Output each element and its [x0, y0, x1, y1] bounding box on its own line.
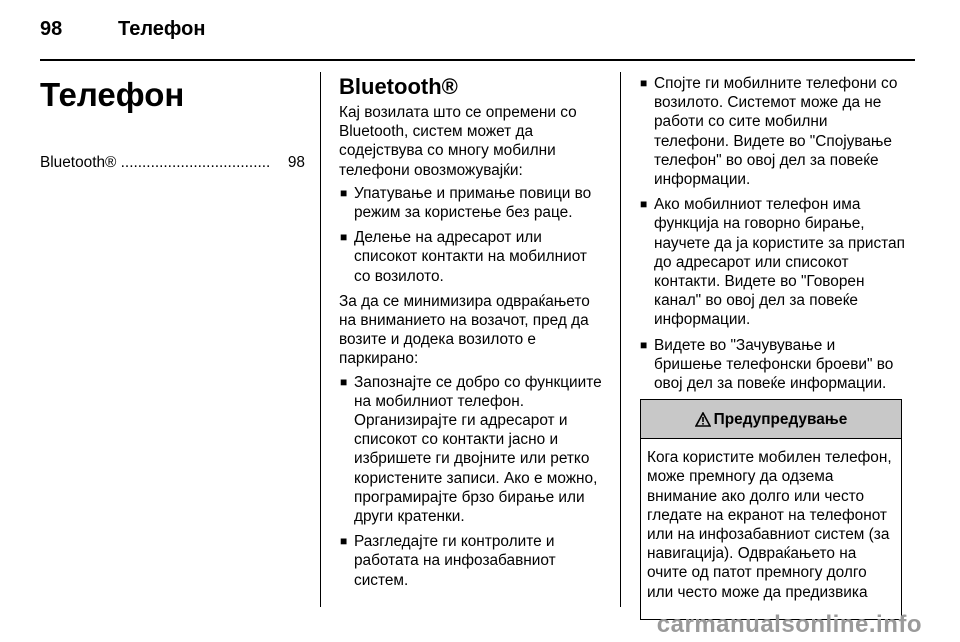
bullet-square-icon: ■ [340, 230, 348, 245]
right-column [639, 74, 905, 620]
middle-column [339, 74, 605, 596]
section-title: Bluetooth® [339, 74, 458, 99]
list-item: ■ Делење на адресарот или списокот контакти на мобилниот со возилото. [340, 229, 587, 285]
bullet-square-icon: ■ [340, 374, 348, 389]
list-item: ■ Запознајте се добро со функциите на мобилниот телефон. Организирајте ги адресарот и списокот со контакти јасно и избришете ги двојните или ретко користените записи. Ако е можно, програмирајте брзо бирање или други кратенки. [340, 373, 602, 526]
list-item: ■ Спојте ги мобилните телефони со возилото. Системот може да не работи со сите мобилни телефони. Видете во "Спојување телефон" во овој дел за повеќе информации. [640, 75, 898, 189]
left-column [40, 74, 305, 172]
bullet-square-icon: ■ [340, 185, 348, 200]
warning-header [641, 400, 901, 439]
header-rule [40, 59, 915, 61]
safety-list-continued [639, 74, 905, 393]
column-divider-1 [320, 72, 321, 607]
bullet-square-icon: ■ [640, 76, 648, 90]
list-item: ■ Видете во "Зачувување и бришење телефонски броеви" во овој дел за повеќе информации. [640, 336, 894, 393]
feature-list [339, 184, 605, 286]
list-item: ■ Разгледајте ги контролите и работата на инфозабавниот систем. [340, 533, 556, 589]
safety-paragraph: За да се минимизира одвраќањето на вниманието на возачот, пред да возите и додека возилото е паркирано: [339, 292, 590, 368]
toc-entry-page: 98 [287, 154, 305, 171]
chapter-title: Телефон [40, 76, 185, 113]
bullet-square-icon: ■ [340, 534, 348, 549]
list-item: ■ Упатување и примање повици во режим за користење без раце. [340, 184, 592, 222]
warning-triangle-icon [695, 412, 711, 427]
watermark: carmanualsonline.info [656, 611, 922, 638]
warning-title: Предупредување [713, 410, 848, 428]
bullet-square-icon: ■ [640, 197, 648, 212]
running-title: Телефон [118, 18, 206, 40]
bullet-square-icon: ■ [640, 337, 648, 352]
column-divider-2 [620, 72, 621, 607]
intro-paragraph: Кај возилата што се опремени со Bluetooth, систем может да содејствува со многу мобилни телефони овозможувајќи: [339, 104, 577, 179]
page-number: 98 [40, 18, 63, 40]
warning-text: Кога користите мобилен телефон, може премногу да одзема внимание ако долго или често гледате на екранот на телефонот или на инфозабавниот систем (за навигација). Одвраќањето на очите од патот премногу долго или често може да предизвика [647, 449, 892, 601]
warning-box [640, 399, 902, 620]
list-item: ■ Ако мобилниот телефон има функција на говорно бирање, научете да ја користите за пристап до адресарот или списокот контакти. Видете во "Говорен канал" во овој дел за повеќе информации. [640, 196, 905, 329]
safety-list [339, 373, 605, 590]
toc-entry-label: Bluetooth® ................................... [40, 154, 271, 171]
toc-entry-bluetooth[interactable] [40, 153, 305, 172]
